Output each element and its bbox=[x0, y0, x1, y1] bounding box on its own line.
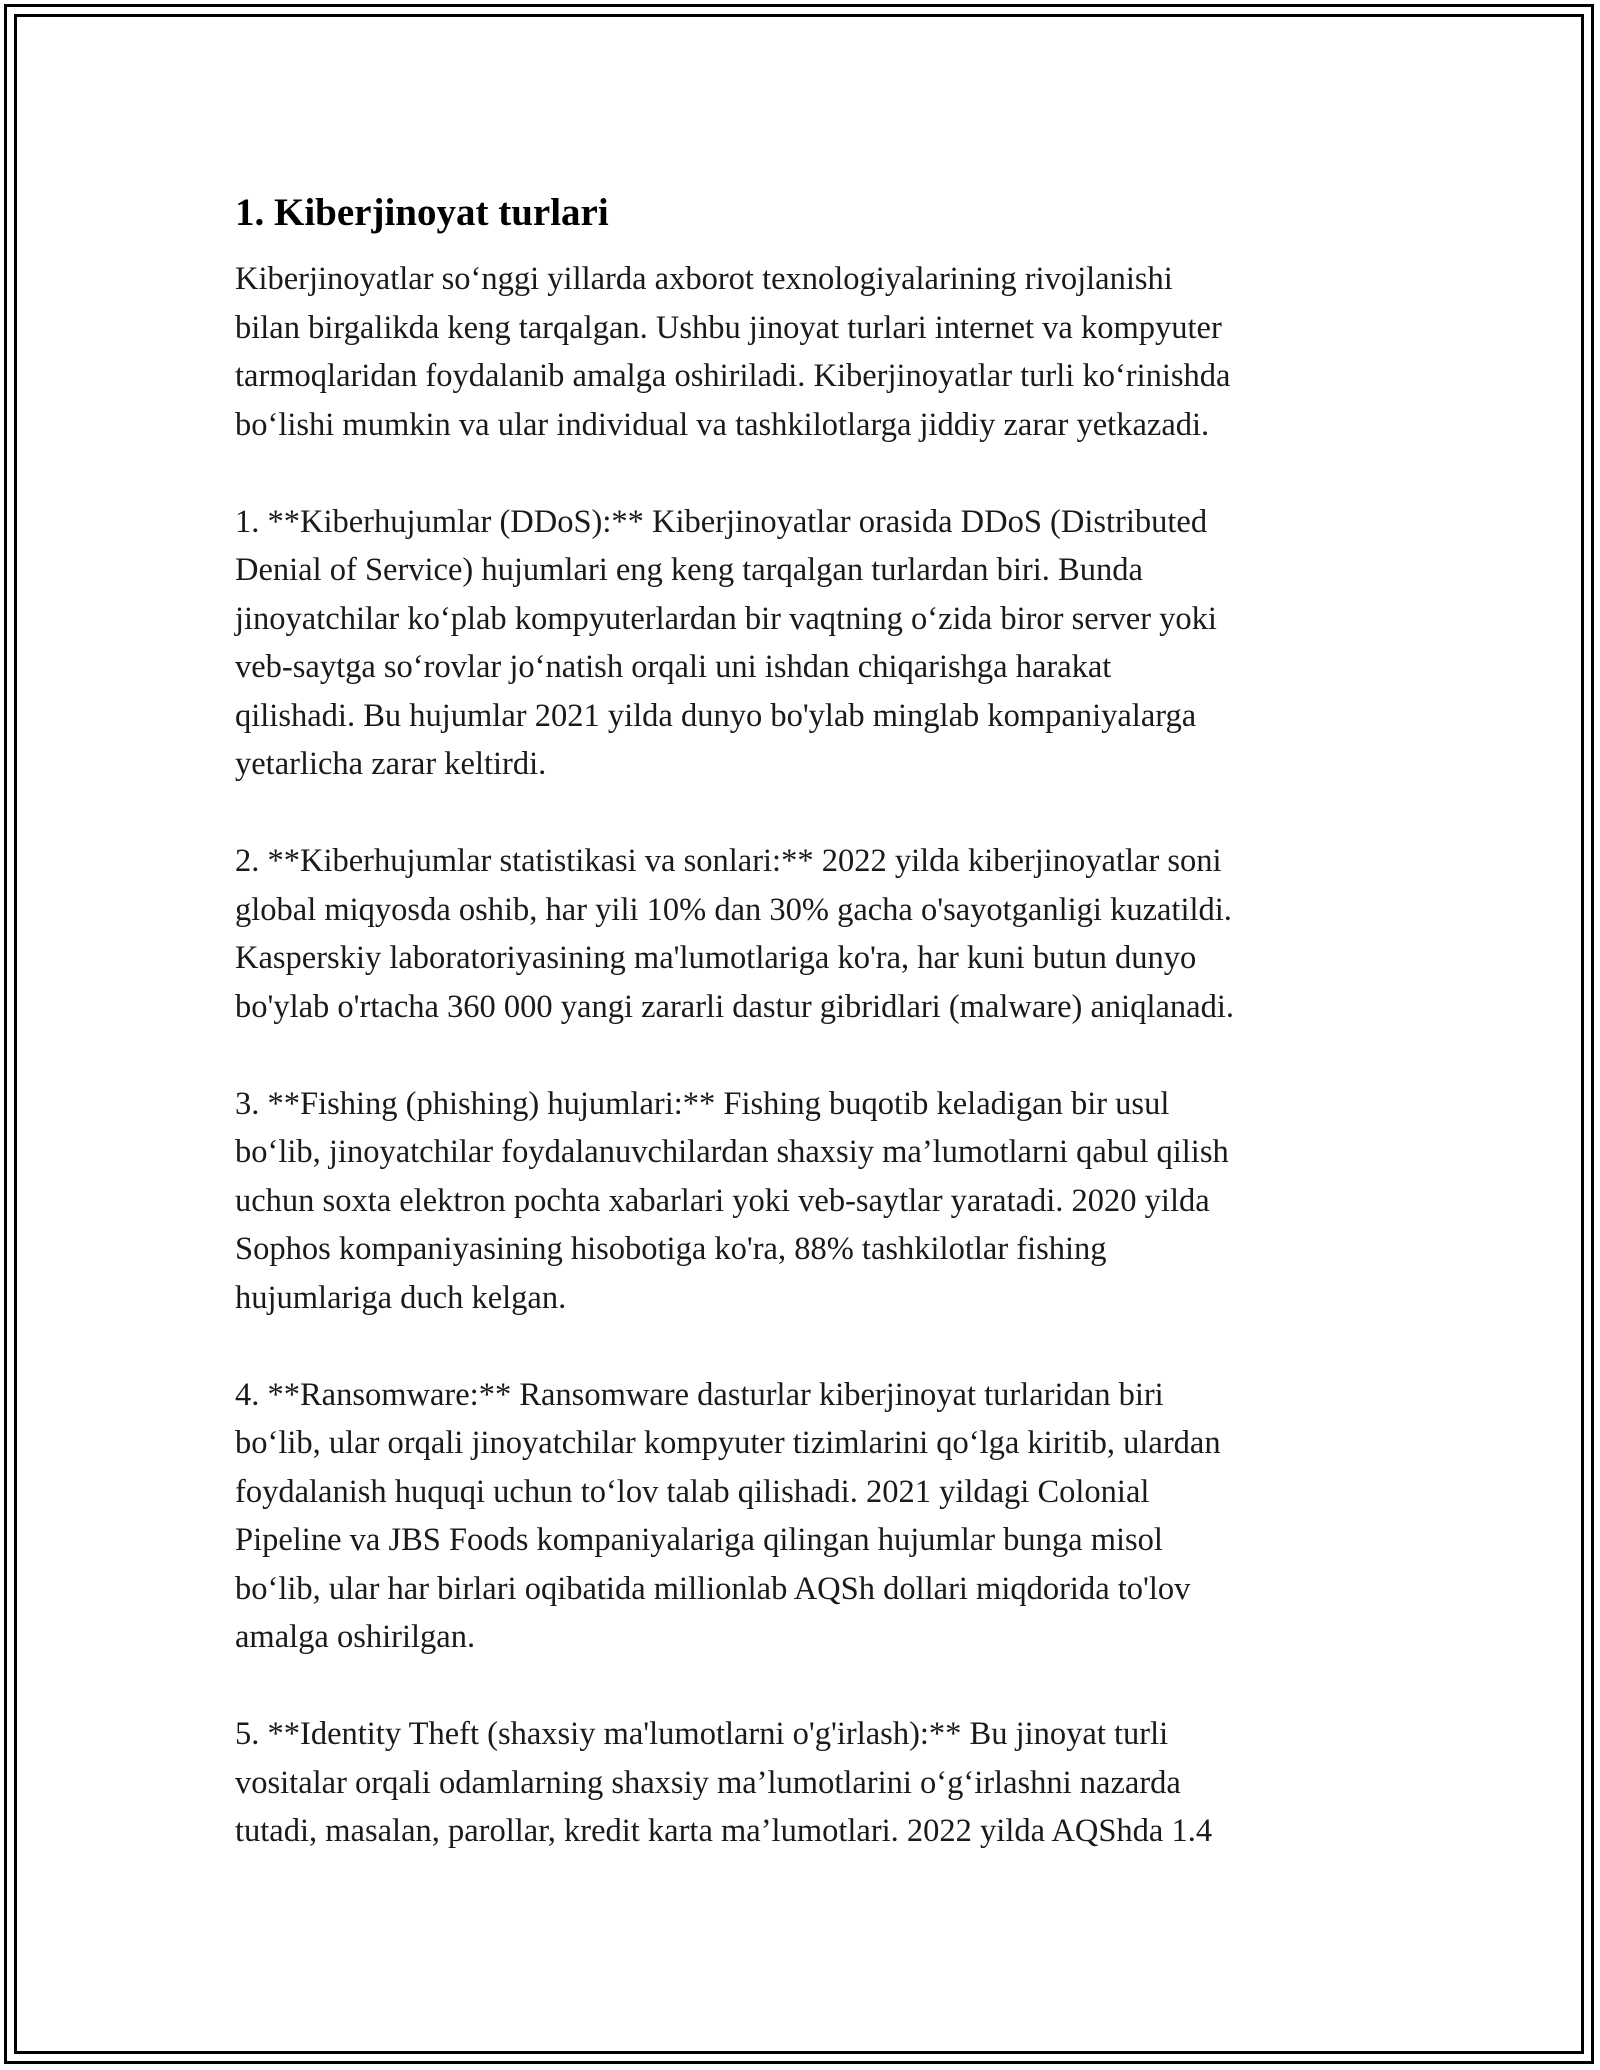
text-line: 4. **Ransomware:** Ransomware dasturlar kiberjinoyat turlaridan biri bbox=[235, 1376, 1164, 1413]
text-line: vositalar orqali odamlarning shaxsiy ma’lumotlarini o‘g‘irlashni nazarda bbox=[235, 1764, 1181, 1801]
list-item-ransomware bbox=[235, 1371, 1375, 1662]
text-line: bo‘lib, jinoyatchilar foydalanuvchilardan shaxsiy ma’lumotlarni qabul qilish bbox=[235, 1134, 1229, 1170]
text-line: bo‘lib, ular orqali jinoyatchilar kompyuter tizimlarini qo‘lga kiritib, ulardan bbox=[235, 1425, 1221, 1461]
text-line: uchun soxta elektron pochta xabarlari yoki veb-saytlar yaratadi. 2020 yilda bbox=[235, 1182, 1210, 1219]
text-line: Kasperskiy laboratoriyasining ma'lumotlariga ko'ra, har kuni butun dunyo bbox=[235, 940, 1197, 976]
text-line: 2. **Kiberhujumlar statistikasi va sonlari:** 2022 yilda kiberjinoyatlar soni bbox=[235, 843, 1222, 879]
text-line: tarmoqlaridan foydalanib amalga oshiriladi. Kiberjinoyatlar turli ko‘rinishda bbox=[235, 358, 1231, 394]
text-line: Sophos kompaniyasining hisobotiga ko'ra, 88% tashkilotlar fishing bbox=[235, 1231, 1107, 1267]
text-line: Denial of Service) hujumlari eng keng tarqalgan turlardan biri. Bunda bbox=[235, 552, 1143, 588]
text-line: veb-saytga so‘rovlar jo‘natish orqali uni ishdan chiqarishga harakat bbox=[235, 649, 1112, 685]
text-line: qilishadi. Bu hujumlar 2021 yilda dunyo bo'ylab minglab kompaniyalarga bbox=[235, 697, 1197, 734]
text-line: amalga oshirilgan. bbox=[235, 1619, 476, 1655]
text-line: bo'ylab o'rtacha 360 000 yangi zararli dastur gibridlari (malware) aniqlanadi. bbox=[235, 988, 1234, 1025]
list-item-phishing bbox=[235, 1080, 1375, 1323]
text-line: tutadi, masalan, parollar, kredit karta ma’lumotlari. 2022 yilda AQShda 1.4 bbox=[235, 1813, 1213, 1849]
text-line: foydalanish huquqi uchun to‘lov talab qilishadi. 2021 yildagi Colonial bbox=[235, 1473, 1150, 1510]
text-line: Kiberjinoyatlar so‘nggi yillarda axborot texnologiyalarining rivojlanishi bbox=[235, 261, 1173, 297]
list-item-identity-theft bbox=[235, 1710, 1375, 1856]
list-item-statistics bbox=[235, 837, 1375, 1031]
text-line: hujumlariga duch kelgan. bbox=[235, 1279, 567, 1316]
text-line: Pipeline va JBS Foods kompaniyalariga qilingan hujumlar bunga misol bbox=[235, 1522, 1163, 1558]
section-heading: 1. Kiberjinoyat turlari bbox=[235, 191, 609, 234]
text-line: global miqyosda oshib, har yili 10% dan 30% gacha o'sayotganligi kuzatildi. bbox=[235, 891, 1232, 928]
intro-paragraph bbox=[235, 255, 1375, 449]
text-line: 5. **Identity Theft (shaxsiy ma'lumotlarni o'g'irlash):** Bu jinoyat turli bbox=[235, 1716, 1169, 1752]
text-line: jinoyatchilar ko‘plab kompyuterlardan bir vaqtning o‘zida biror server yoki bbox=[235, 600, 1217, 637]
text-line: bo‘lishi mumkin va ular individual va tashkilotlarga jiddiy zarar yetkazadi. bbox=[235, 406, 1210, 443]
text-line: 1. **Kiberhujumlar (DDoS):** Kiberjinoyatlar orasida DDoS (Distributed bbox=[235, 503, 1208, 540]
text-line: yetarlicha zarar keltirdi. bbox=[235, 746, 547, 782]
text-line: 3. **Fishing (phishing) hujumlari:** Fishing buqotib keladigan bir usul bbox=[235, 1085, 1170, 1122]
list-item-ddos bbox=[235, 498, 1375, 789]
text-line: bo‘lib, ular har birlari oqibatida millionlab AQSh dollari miqdorida to'lov bbox=[235, 1570, 1191, 1607]
text-line: bilan birgalikda keng tarqalgan. Ushbu jinoyat turlari internet va kompyuter bbox=[235, 309, 1222, 346]
document-body bbox=[235, 187, 1375, 1904]
